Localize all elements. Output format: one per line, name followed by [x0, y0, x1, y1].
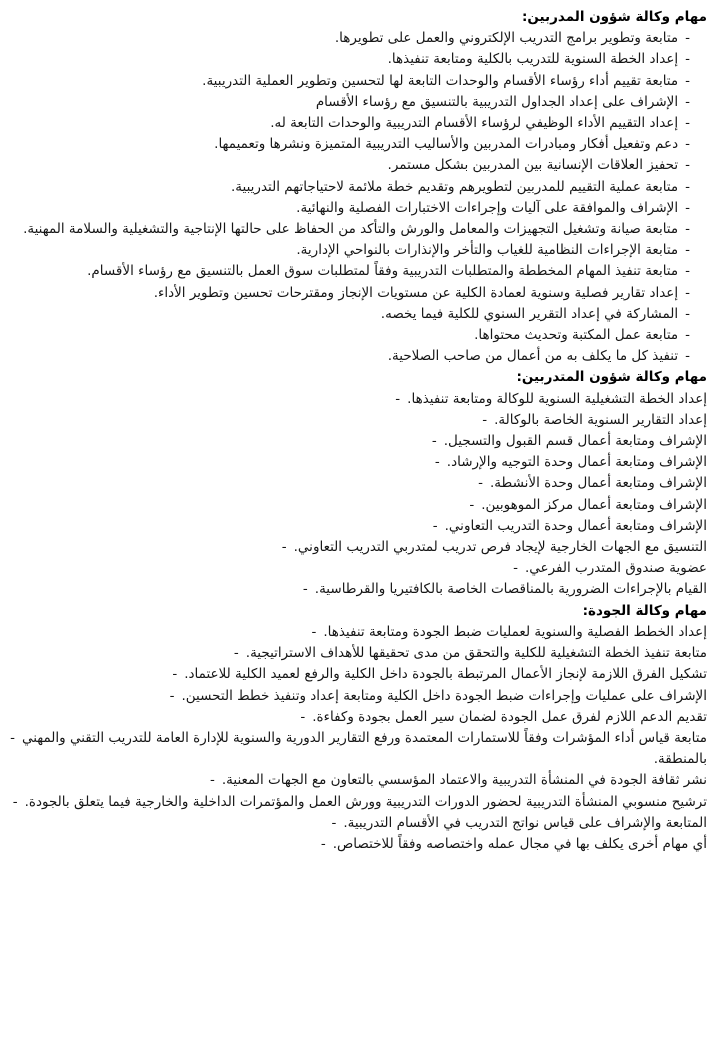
- task-list-item: [8, 686, 707, 707]
- task-list-item: [8, 71, 707, 92]
- task-list-item: [8, 240, 707, 261]
- task-text: نشر ثقافة الجودة في المنشأة التدريبية والاعتماد المؤسسي بالتعاون مع الجهات المعنية.: [221, 772, 707, 789]
- dash-bullet-marker: -: [300, 708, 306, 725]
- section-items: [8, 389, 707, 601]
- task-list-item: [8, 49, 707, 70]
- section-items: [8, 622, 707, 855]
- task-list-item: [8, 495, 707, 516]
- task-text: إعداد الخطة التشغيلية السنوية للوكالة ومتابعة تنفيذها.: [407, 390, 707, 407]
- section-items: [8, 28, 707, 367]
- task-list-item: [8, 431, 707, 452]
- dash-bullet-marker: -: [685, 221, 690, 238]
- dash-bullet-marker: -: [513, 560, 518, 577]
- dash-bullet-marker: -: [431, 433, 437, 450]
- dash-bullet-marker: -: [331, 814, 337, 831]
- task-list-item: [8, 28, 707, 49]
- dash-bullet-marker: -: [320, 835, 326, 852]
- task-text: الإشراف على عمليات وإجراءات ضبط الجودة داخل الكلية ومتابعة إعداد وتنفيذ خطط التحسين.: [181, 687, 707, 704]
- task-text: دعم وتفعيل أفكار ومبادرات المدربين والأساليب التدريبية المتميزة ونشرها وتعميمها.: [214, 136, 679, 153]
- task-text: أي مهام أخرى يكلف بها في مجال عمله واختصاصه وفقاً للاختصاص.: [332, 835, 707, 852]
- task-list-item: [8, 813, 707, 834]
- dash-bullet-marker: -: [12, 793, 18, 810]
- task-text: متابعة تنفيذ المهام المخططة والمتطلبات التدريبية وفقاً لمتطلبات سوق العمل بالتنسيق مع رؤساء الأقسام.: [87, 263, 679, 280]
- dash-bullet-marker: -: [685, 178, 690, 195]
- dash-bullet-marker: -: [302, 581, 308, 598]
- dash-bullet-marker: -: [233, 645, 239, 662]
- dash-bullet-marker: -: [685, 284, 690, 301]
- task-section: [8, 601, 707, 855]
- task-list-item: [8, 537, 707, 558]
- task-list-item: [8, 92, 707, 113]
- task-text: تنفيذ كل ما يكلف به من أعمال من صاحب الصلاحية.: [387, 348, 679, 365]
- section-title: مهام وكالة شؤون المدربين:: [522, 9, 707, 25]
- task-text: إعداد الخطط الفصلية والسنوية لعمليات ضبط الجودة ومتابعة تنفيذها.: [323, 623, 707, 640]
- dash-bullet-marker: -: [169, 687, 175, 704]
- task-list-item: [8, 177, 707, 198]
- task-text: الإشراف على إعداد الجداول التدريبية بالتنسيق مع رؤساء الأقسام: [315, 93, 679, 110]
- task-text: متابعة الإجراءات النظامية للغياب والتأخر والإنذارات بالنواحي الإدارية.: [296, 242, 679, 259]
- dash-bullet-marker: -: [685, 348, 690, 365]
- task-list-item: [8, 113, 707, 134]
- task-text: متابعة تقييم أداء رؤساء الأقسام والوحدات التابعة لها لتحسين وتطوير العملية التدريبية.: [202, 72, 679, 89]
- task-text: متابعة عمل المكتبة وتحديث محتواها.: [474, 327, 679, 344]
- task-list-item: [8, 622, 707, 643]
- dash-bullet-marker: -: [10, 729, 15, 746]
- task-text: عضوية صندوق المتدرب الفرعي.: [524, 560, 707, 577]
- task-text: متابعة عملية التقييم للمدربين لتطويرهم وتقديم خطة ملائمة لاحتياجاتهم التدريبية.: [231, 178, 679, 195]
- task-list-item: [8, 792, 707, 813]
- task-text: ترشيح منسوبي المنشأة التدريبية لحضور الدورات التدريبية وورش العمل والمؤتمرات الداخلية والخارجية فيما يتعلق بالجودة.: [24, 793, 707, 810]
- task-text: الإشراف ومتابعة أعمال مركز الموهوبين.: [481, 496, 707, 513]
- task-section: [8, 367, 707, 600]
- task-text: الإشراف والموافقة على آليات وإجراءات الاختبارات الفصلية والنهائية.: [296, 199, 679, 216]
- dash-bullet-marker: -: [685, 327, 690, 344]
- task-list-item: [8, 473, 707, 494]
- task-text: المشاركة في إعداد التقرير السنوي للكلية فيما يخصه.: [380, 305, 679, 322]
- dash-bullet-marker: -: [432, 517, 438, 534]
- task-list-item: [8, 452, 707, 473]
- task-list-item: [8, 770, 707, 791]
- task-list-item: [8, 410, 707, 431]
- task-text: متابعة وتطوير برامج التدريب الإلكتروني والعمل على تطويرها.: [334, 30, 679, 47]
- task-text: متابعة قياس أداء المؤشرات وفقاً للاستمارات المعتمدة ورفع التقارير الدورية والسنوية للإدارة العامة للتدريب التقني والمهني بالمنطقة.: [21, 729, 707, 768]
- dash-bullet-marker: -: [281, 539, 287, 556]
- section-title: مهام وكالة شؤون المتدربين:: [516, 369, 707, 386]
- task-list-item: [8, 558, 707, 579]
- task-text: الإشراف ومتابعة أعمال وحدة التدريب التعاوني.: [444, 517, 707, 534]
- task-list-item: [8, 304, 707, 325]
- dash-bullet-marker: -: [311, 623, 317, 640]
- task-text: إعداد التقييم الأداء الوظيفي لرؤساء الأقسام التدريبية والوحدات التابعة له.: [270, 115, 679, 132]
- task-text: متابعة تنفيذ الخطة التشغيلية للكلية والتحقق من مدى تحقيقها للأهداف الاستراتيجية.: [245, 645, 707, 662]
- task-text: تشكيل الفرق اللازمة لإنجاز الأعمال المرتبطة بالجودة داخل الكلية والرفع لعميد الكلية للاعتماد.: [184, 666, 707, 683]
- dash-bullet-marker: -: [685, 72, 690, 89]
- task-text: تحفيز العلاقات الإنسانية بين المدربين بشكل مستمر.: [387, 157, 679, 174]
- task-section: [8, 7, 707, 367]
- dash-bullet-marker: -: [685, 136, 690, 153]
- task-text: تقديم الدعم اللازم لفرق عمل الجودة لضمان سير العمل بجودة وكفاءة.: [312, 708, 707, 725]
- section-title: مهام وكالة الجودة:: [582, 602, 707, 619]
- task-list-item: [8, 643, 707, 664]
- dash-bullet-marker: -: [172, 666, 178, 683]
- task-list-item: [8, 664, 707, 685]
- task-text: المتابعة والإشراف على قياس نواتج التدريب في الأقسام التدريبية.: [343, 814, 707, 831]
- dash-bullet-marker: -: [685, 199, 690, 216]
- task-list-item: [8, 155, 707, 176]
- task-list-item: [8, 389, 707, 410]
- dash-bullet-marker: -: [685, 93, 690, 110]
- task-text: الإشراف ومتابعة أعمال قسم القبول والتسجيل.: [443, 433, 707, 450]
- dash-bullet-marker: -: [685, 115, 690, 132]
- task-list-item: [8, 728, 707, 770]
- task-text: الإشراف ومتابعة أعمال وحدة التوجيه والإرشاد.: [446, 454, 707, 471]
- task-text: الإشراف ومتابعة أعمال وحدة الأنشطة.: [490, 475, 707, 492]
- task-list-item: [8, 219, 707, 240]
- task-list-item: [8, 834, 707, 855]
- dash-bullet-marker: -: [685, 30, 690, 47]
- task-list-item: [8, 283, 707, 304]
- dash-bullet-marker: -: [395, 390, 401, 407]
- dash-bullet-marker: -: [685, 51, 690, 68]
- dash-bullet-marker: -: [685, 263, 690, 280]
- task-list-item: [8, 707, 707, 728]
- task-list-item: [8, 325, 707, 346]
- task-list-item: [8, 198, 707, 219]
- task-list-item: [8, 134, 707, 155]
- task-list-item: [8, 516, 707, 537]
- task-text: القيام بالإجراءات الضرورية بالمناقصات الخاصة بالكافتيريا والقرطاسية.: [314, 581, 707, 598]
- dash-bullet-marker: -: [434, 454, 440, 471]
- dash-bullet-marker: -: [209, 772, 215, 789]
- dash-bullet-marker: -: [685, 242, 690, 259]
- dash-bullet-marker: -: [685, 157, 690, 174]
- dash-bullet-marker: -: [482, 411, 488, 428]
- dash-bullet-marker: -: [685, 305, 690, 322]
- task-text: متابعة صيانة وتشغيل التجهيزات والمعامل والورش والتأكد من الحفاظ على حالتها الإنتاجية والتشغيلية والسلامة المهنية.: [23, 221, 679, 238]
- dash-bullet-marker: -: [469, 496, 475, 513]
- dash-bullet-marker: -: [478, 475, 484, 492]
- task-text: إعداد التقارير السنوية الخاصة بالوكالة.: [494, 411, 707, 428]
- task-list-item: [8, 261, 707, 282]
- task-text: التنسيق مع الجهات الخارجية لإيجاد فرص تدريب لمتدربي التدريب التعاوني.: [293, 539, 707, 556]
- task-text: إعداد الخطة السنوية للتدريب بالكلية ومتابعة تنفيذها.: [387, 51, 679, 68]
- task-list-item: [8, 579, 707, 600]
- task-text: إعداد تقارير فصلية وسنوية لعمادة الكلية عن مستويات الإنجاز ومقترحات تحسين وتطوير الأداء.: [153, 284, 679, 301]
- task-list-item: [8, 346, 707, 367]
